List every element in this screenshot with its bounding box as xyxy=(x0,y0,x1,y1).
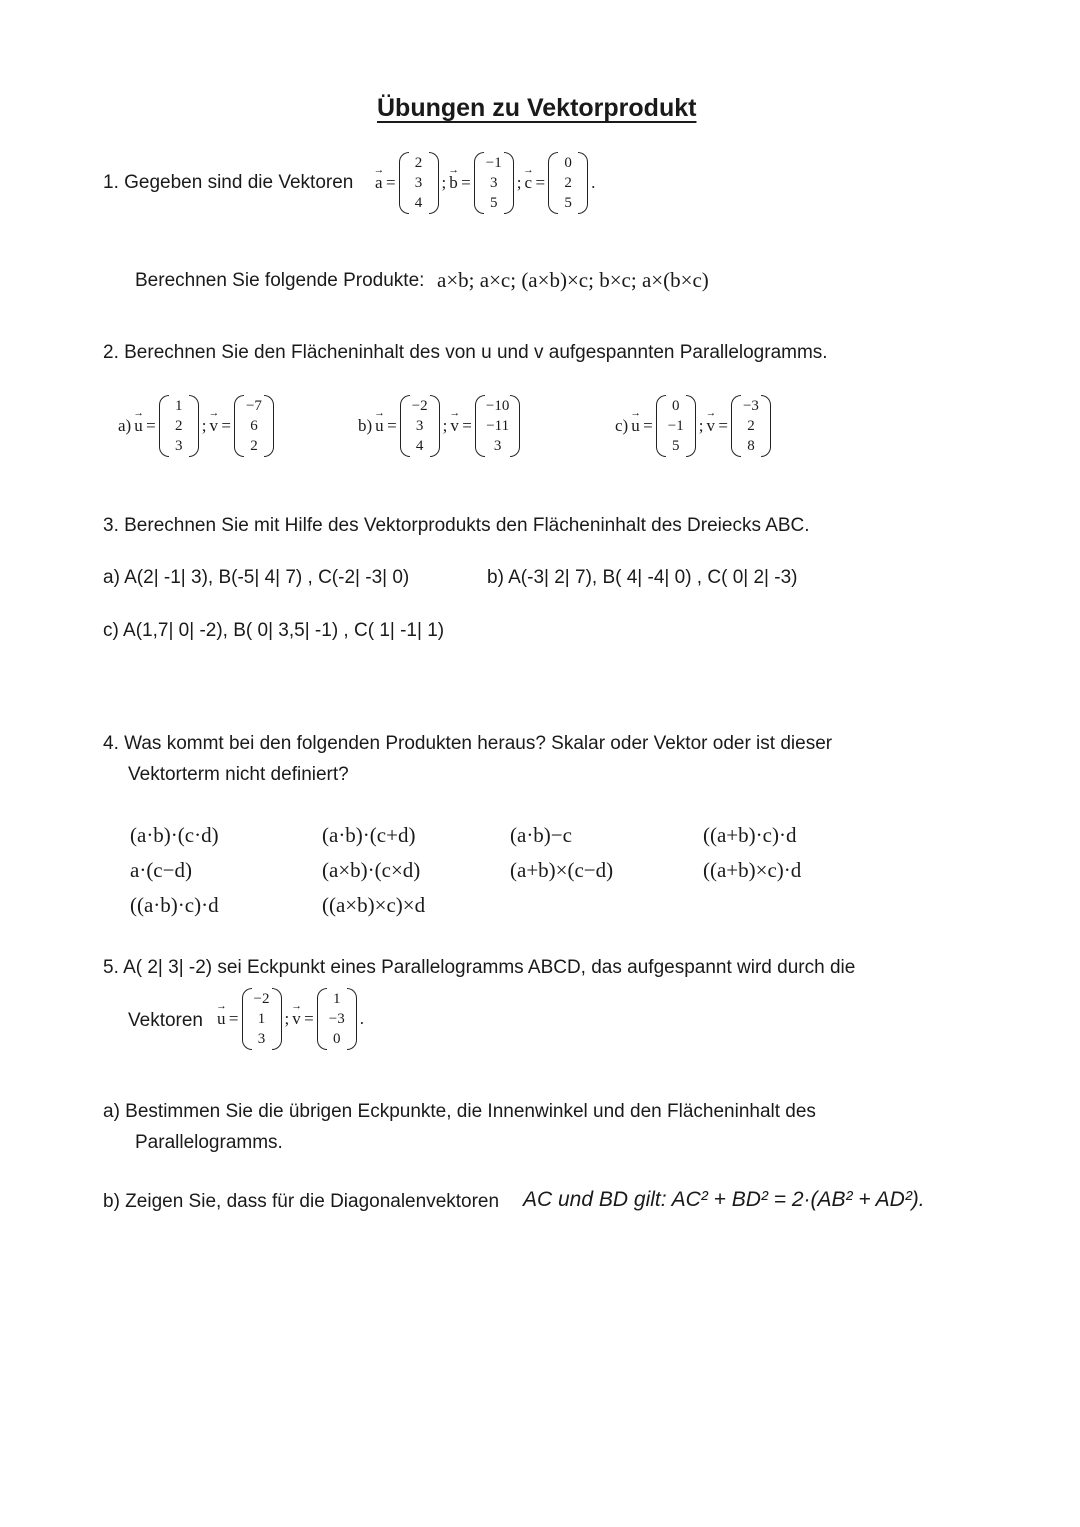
right-paren xyxy=(347,988,357,1050)
vector-term: ((a+b)×c)·d xyxy=(703,858,802,882)
vector-component: 5 xyxy=(490,195,498,211)
vector-component: 2 xyxy=(747,418,755,434)
vector-u xyxy=(242,988,282,1050)
vector-b xyxy=(474,152,514,214)
task1-intro: 1. Gegeben sind die Vektoren xyxy=(103,172,354,193)
vector-letter: c → xyxy=(525,173,533,193)
vector-term: (a·b)·(c+d) xyxy=(322,823,416,847)
vector-components xyxy=(169,395,189,457)
task4-col2 xyxy=(322,818,425,923)
vector-component: 1 xyxy=(332,991,341,1007)
task4-col3 xyxy=(510,818,613,888)
vector-component: −2 xyxy=(253,991,270,1007)
task4-line1: 4. Was kommt bei den folgenden Produkten heraus? Skalar oder Vektor oder ist dieser xyxy=(103,733,833,754)
vector-component: −3 xyxy=(742,398,759,414)
right-paren xyxy=(504,152,514,214)
vector-letter: u → xyxy=(375,416,384,436)
vector-component: 6 xyxy=(250,418,258,434)
separator: ; xyxy=(201,416,207,435)
vector-u-symbol: u → = xyxy=(375,416,397,436)
vector-letter: b → xyxy=(449,173,458,193)
left-paren xyxy=(399,152,409,214)
task1-products: a×b; a×c; (a×b)×c; b×c; a×(b×c) xyxy=(437,268,709,292)
vector-letter: v → xyxy=(450,416,459,436)
vector-term: (a·b)·(c·d) xyxy=(130,823,219,847)
vector-component: 0 xyxy=(671,398,680,414)
vector-term: ((a+b)·c)·d xyxy=(703,823,797,847)
task5-a-line1: a) Bestimmen Sie die übrigen Eckpunkte, die Innenwinkel und den Flächeninhalt des xyxy=(103,1101,816,1122)
vector-letter: u → xyxy=(134,416,143,436)
vector-component: −2 xyxy=(411,398,428,414)
vector-component: −7 xyxy=(245,398,262,414)
vector-component: 5 xyxy=(564,195,572,211)
vector-c xyxy=(548,152,588,214)
vector-term: (a+b)×(c−d) xyxy=(510,858,614,882)
vector-component: −11 xyxy=(486,418,510,434)
vector-letter: v → xyxy=(209,416,218,436)
left-paren xyxy=(159,395,169,457)
task5-vectors-label: Vektoren xyxy=(128,1010,203,1031)
task4-line2: Vektorterm nicht definiert? xyxy=(128,764,349,785)
left-paren xyxy=(234,395,244,457)
right-paren xyxy=(264,395,274,457)
task3-b: b) A(-3| 2| 7), B( 4| -4| 0) , C( 0| 2| -3) xyxy=(487,567,798,588)
vector-component: 2 xyxy=(174,418,183,434)
vector-u-symbol: u → = xyxy=(134,416,156,436)
vector-b-symbol: b → = xyxy=(449,173,471,193)
task2-part-b xyxy=(358,395,520,457)
vector-components xyxy=(409,152,429,214)
separator: . xyxy=(591,173,596,192)
vector-v-symbol: v → = xyxy=(450,416,472,436)
vector-v xyxy=(234,395,274,457)
part-label: c) xyxy=(615,416,629,435)
task3-c: c) A(1,7| 0| -2), B( 0| 3,5| -1) , C( 1| -1| 1) xyxy=(103,620,445,641)
vector-components xyxy=(666,395,686,457)
vector-components xyxy=(244,395,264,457)
task1-vectors xyxy=(375,152,595,214)
task2-text: 2. Berechnen Sie den Flächeninhalt des von u und v aufgespannten Parallelogramms. xyxy=(103,342,828,363)
vector-term: ((a·b)·c)·d xyxy=(130,893,219,917)
vector-component: −1 xyxy=(667,418,684,434)
right-paren xyxy=(272,988,282,1050)
vector-component: 3 xyxy=(490,175,498,191)
right-paren xyxy=(686,395,696,457)
vector-a xyxy=(399,152,439,214)
vector-components xyxy=(558,152,578,214)
vector-components xyxy=(484,152,504,214)
vector-components xyxy=(410,395,430,457)
separator: ; xyxy=(441,173,447,192)
vector-component: 3 xyxy=(257,1031,266,1047)
task5-a-line2: Parallelogramms. xyxy=(135,1132,283,1153)
vector-term: (a·b)−c xyxy=(510,823,572,847)
vector-letter: u → xyxy=(631,416,640,436)
task4-col1 xyxy=(130,818,219,923)
left-paren xyxy=(731,395,741,457)
vector-component: 5 xyxy=(671,438,680,454)
task5-vectors xyxy=(217,988,364,1050)
separator: ; xyxy=(442,416,448,435)
separator: ; xyxy=(284,1009,290,1028)
vector-u-symbol: u → = xyxy=(217,1009,239,1029)
task5-b-text: b) Zeigen Sie, dass für die Diagonalenvektoren xyxy=(103,1191,500,1212)
vector-component: 0 xyxy=(332,1031,341,1047)
vector-component: 3 xyxy=(493,438,502,454)
vector-v-symbol: v → = xyxy=(209,416,231,436)
vector-component: −10 xyxy=(485,398,510,414)
vector-components xyxy=(252,988,272,1050)
vector-u xyxy=(656,395,696,457)
vector-v xyxy=(317,988,357,1050)
vector-u-symbol: u → = xyxy=(631,416,653,436)
task2-part-a xyxy=(118,395,274,457)
vector-components xyxy=(327,988,347,1050)
right-paren xyxy=(430,395,440,457)
right-paren xyxy=(761,395,771,457)
task2-part-c xyxy=(615,395,771,457)
task5-line1: 5. A( 2| 3| -2) sei Eckpunkt eines Parallelogramms ABCD, das aufgespannt wird durch die xyxy=(103,957,856,978)
left-paren xyxy=(656,395,666,457)
vector-v xyxy=(475,395,520,457)
vector-letter: v → xyxy=(292,1009,301,1029)
vector-u xyxy=(159,395,199,457)
vector-component: 3 xyxy=(414,175,423,191)
vector-term: (a×b)·(c×d) xyxy=(322,858,421,882)
vector-letter: u → xyxy=(217,1009,226,1029)
separator: . xyxy=(359,1009,364,1028)
task4-col4 xyxy=(703,818,801,888)
right-paren xyxy=(578,152,588,214)
vector-component: 2 xyxy=(564,175,572,191)
vector-component: −1 xyxy=(485,155,502,171)
vector-c-symbol: c → = xyxy=(525,173,546,193)
vector-component: 1 xyxy=(174,398,183,414)
left-paren xyxy=(400,395,410,457)
left-paren xyxy=(317,988,327,1050)
vector-components xyxy=(485,395,510,457)
part-label: a) xyxy=(118,416,132,435)
separator: ; xyxy=(516,173,522,192)
vector-component: 2 xyxy=(250,438,258,454)
separator: ; xyxy=(698,416,704,435)
task1-instruction: Berechnen Sie folgende Produkte: xyxy=(135,270,425,291)
vector-a-symbol: a → = xyxy=(375,173,396,193)
vector-letter: a → xyxy=(375,173,383,193)
vector-v-symbol: v → = xyxy=(706,416,728,436)
vector-component: 3 xyxy=(174,438,183,454)
right-paren xyxy=(189,395,199,457)
vector-v-symbol: v → = xyxy=(292,1009,314,1029)
task3-a: a) A(2| -1| 3), B(-5| 4| 7) , C(-2| -3| 0) xyxy=(103,567,410,588)
vector-component: 3 xyxy=(415,418,424,434)
vector-v xyxy=(731,395,771,457)
vector-components xyxy=(741,395,761,457)
vector-u xyxy=(400,395,440,457)
vector-component: 0 xyxy=(564,155,572,171)
task3-text: 3. Berechnen Sie mit Hilfe des Vektorprodukts den Flächeninhalt des Dreiecks ABC. xyxy=(103,515,810,536)
left-paren xyxy=(548,152,558,214)
vector-term: a·(c−d) xyxy=(130,858,192,882)
right-paren xyxy=(510,395,520,457)
left-paren xyxy=(474,152,484,214)
vector-component: 2 xyxy=(414,155,423,171)
vector-component: 4 xyxy=(415,438,424,454)
part-label: b) xyxy=(358,416,373,435)
vector-term: ((a×b)×c)×d xyxy=(322,893,426,917)
page-title: Übungen zu Vektorprodukt xyxy=(377,94,697,122)
vector-component: 1 xyxy=(257,1011,266,1027)
vector-letter: v → xyxy=(706,416,715,436)
vector-component: 4 xyxy=(414,195,423,211)
task5-b-formula: AC und BD gilt: AC² + BD² = 2·(AB² + AD²). xyxy=(523,1188,925,1211)
left-paren xyxy=(242,988,252,1050)
right-paren xyxy=(429,152,439,214)
vector-component: −3 xyxy=(328,1011,345,1027)
left-paren xyxy=(475,395,485,457)
vector-component: 8 xyxy=(747,438,755,454)
